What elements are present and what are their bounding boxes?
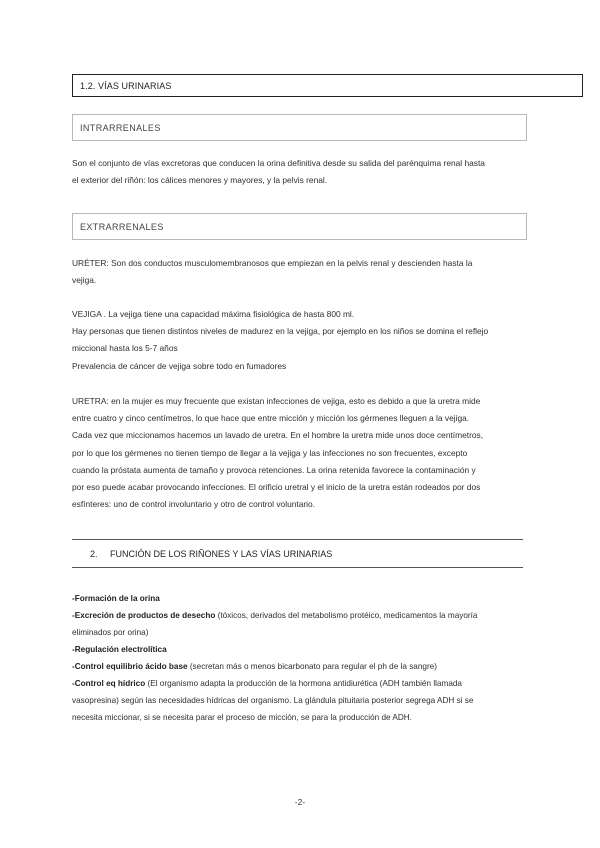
section-heading-text: 1.2. VÍAS URINARIAS — [80, 80, 172, 91]
subsection-heading-text: INTRARRENALES — [80, 122, 161, 133]
text-line: vejiga. — [72, 275, 97, 286]
list-item — [72, 607, 528, 624]
text-line: por eso puede acabar provocando infecciones. El orificio uretral y el inicio de la uretra están rodeados por dos — [72, 482, 481, 493]
text-line: VEJIGA . La vejiga tiene una capacidad máxima fisiológica de hasta 800 ml. — [72, 309, 355, 319]
list-item — [72, 658, 528, 675]
subsection-heading-intrarrenales — [72, 114, 527, 141]
section-heading-vias-urinarias — [72, 74, 583, 97]
ureter-paragraph — [72, 255, 528, 289]
functions-list — [72, 590, 528, 726]
list-item-continuation: eliminados por orina) — [72, 628, 149, 637]
section-heading-text: FUNCIÓN DE LOS RIÑONES Y LAS VÍAS URINARIAS — [110, 548, 333, 559]
function-description: (tóxicos, derivados del metabolismo protéico, medicamentos la mayoría — [215, 611, 478, 620]
text-line: Hay personas que tienen distintos niveles de madurez en la vejiga, por ejemplo en los niños se domina el reflejo — [72, 326, 489, 337]
vejiga-paragraph — [72, 306, 528, 375]
text-line: el exterior del riñón: los cálices menores y mayores, y la pelvis renal. — [72, 175, 328, 186]
section-number: 2. — [90, 548, 98, 559]
subsection-heading-text: EXTRARRENALES — [80, 221, 164, 232]
text-line: por lo que los gérmenes no tienen tiempo de llegar a la vejiga y las infecciones no son frecuentes, excepto — [72, 447, 468, 458]
subsection-heading-extrarrenales — [72, 213, 527, 240]
function-description: (secretan más o menos bicarbonato para regular el ph de la sangre) — [187, 662, 437, 671]
function-description: (El organismo adapta la producción de la hormona antidiurética (ADH también llamada — [145, 679, 462, 688]
function-title: -Regulación electrolítica — [72, 645, 167, 654]
text-line: Cada vez que miccionamos hacemos un lavado de uretra. En el hombre la uretra mide unos doce centímetros, — [72, 430, 484, 441]
list-item — [72, 641, 528, 658]
list-item-continuation: necesita miccionar, si se necesita parar el proceso de micción, se para la producción de ADH. — [72, 713, 412, 722]
text-line: URETRA: en la mujer es muy frecuente que existan infecciones de vejiga, esto es debido a que la uretra mide — [72, 396, 481, 406]
text-line: cuando la próstata aumenta de tamaño y provoca retenciones. La orina retenida favorece la contaminación y — [72, 464, 476, 475]
text-line: entre cuatro y cinco centímetros, lo que hace que entre micción y micción los gérmenes lleguen a la vejiga. — [72, 413, 470, 424]
list-item — [72, 590, 528, 607]
function-title: -Control eq hídrico — [72, 679, 146, 688]
intrarrenales-paragraph — [72, 155, 528, 189]
function-title: -Control equilibrio ácido base — [72, 662, 188, 671]
function-title: -Formación de la orina — [72, 594, 160, 603]
text-line: Prevalencia de cáncer de vejiga sobre todo en fumadores — [72, 360, 287, 371]
text-line: esfínteres: uno de control involuntario y otro de control voluntario. — [72, 499, 316, 510]
page-number: -2- — [294, 797, 306, 807]
text-line: Son el conjunto de vías excretoras que conducen la orina definitiva desde su salida del parénquima renal hasta — [72, 158, 485, 168]
uretra-paragraph — [72, 393, 528, 513]
function-title: -Excreción de productos de desecho — [72, 611, 216, 620]
section-heading-funcion — [72, 539, 523, 568]
list-item — [72, 675, 528, 692]
text-line: URÉTER: Son dos conductos musculomembranosos que empiezan en la pelvis renal y descienden hasta la — [72, 258, 473, 268]
text-line: miccional hasta los 5-7 años — [72, 343, 178, 354]
list-item-continuation: vasopresina) según las necesidades hídricas del organismo. La glándula pituitaria posterior segrega ADH si se — [72, 696, 474, 705]
